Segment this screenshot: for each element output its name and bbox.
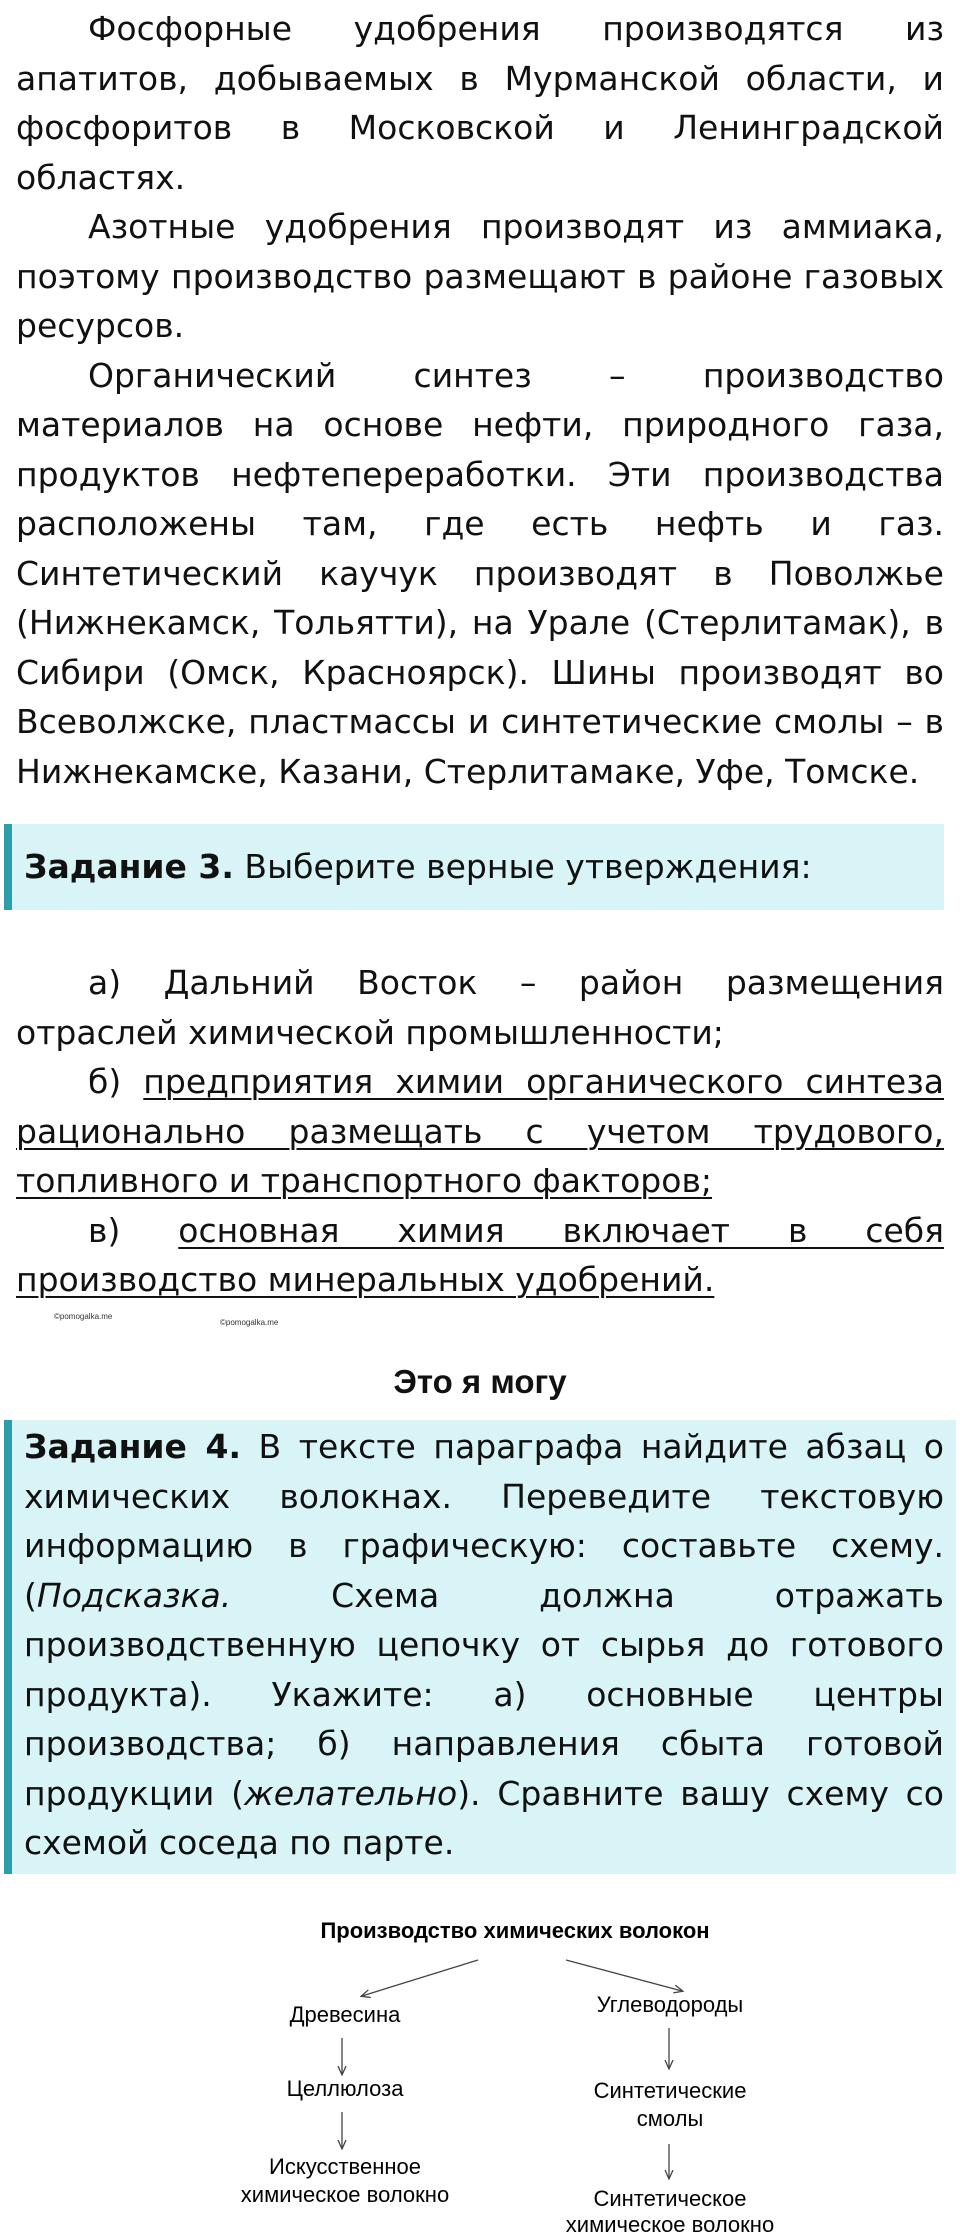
option-b-prefix: б) [88,1062,144,1101]
node-artificial-fiber-line2: химическое волокно [240,2182,450,2207]
paragraph-phosphate: Фосфорные удобрения производятся из апатитов, добываемых в Мурманской области, и фосфоритов в Московской и Ленинградской областях. [16,9,944,197]
option-b [0,1057,960,1206]
watermark-1: ©pomogalka.me [54,1312,113,1321]
task-3-label: Задание 3. [24,847,234,886]
paragraph-nitrogen: Азотные удобрения производят из аммиака, поэтому производство размещают в районе газовых ресурсов. [16,207,944,345]
fiber-production-diagram [0,1896,960,2238]
task-4-desirable: желательно [244,1773,458,1813]
node-hydrocarbons: Углеводороды [596,1992,744,2017]
option-a: а) Дальний Восток – район размещения отраслей химической промышленности; [16,963,944,1052]
text-block-top [0,4,960,796]
section-heading: Это я могу [393,1363,567,1400]
diagram-title: Производство химических волокон [320,1918,710,1943]
task-3-box [4,824,944,910]
node-synthetic-fiber-line2: химическое волокно [565,2212,775,2237]
option-c-text: основная химия включает в себя производство минеральных удобрений. [16,1210,944,1299]
node-resins-line1: Синтетические [593,2078,747,2103]
task-4-box [4,1420,956,1874]
node-resins-line2: смолы [636,2106,704,2131]
task-4-hint: Подсказка. [36,1575,232,1615]
paragraph-organic-synthesis: Органический синтез – производство материалов на основе нефти, природного газа, продуктов нефтепереработки. Эти производства расположены там, где есть нефть и газ. Синтетический каучук производят в Поволжье (Нижнекамск, Тольятти), на Урале (Стерлитамак), в Сибири (Омск, Красноярск). Шины производят во Всеволжске, пластмассы и синтетические смолы – в Нижнекамске, Казани, Стерлитамаке, Уфе, Томске. [16,355,944,791]
node-wood: Древесина [289,2002,401,2027]
task-4-text-part-1: В тексте параграфа найдите абзац о химических волокнах. Переведите текстовую информацию в графическую: составьте схему. ( [24,1427,944,1615]
task-4-text-part-2: Схема должна отражать производственную цепочку от сырья до готового продукта). Укажите: а) основные центры производства; б) направления сбыта готовой продукции ( [24,1575,944,1813]
arrow-to-hydrocarbons [566,1960,682,1991]
task-4-text-part-3: ). Сравните вашу схему со схемой соседа по парте. [24,1773,944,1862]
node-artificial-fiber-line1: Искусственное [269,2154,421,2179]
task-3-text: Выберите верные утверждения: [233,847,812,886]
watermark-2: ©pomogalka.me [220,1318,279,1327]
task-3-options [0,958,960,1305]
task-4-text [24,1422,944,1868]
task-4-label: Задание 4. [24,1427,241,1466]
arrow-to-wood [362,1960,478,1996]
option-c [0,1206,960,1305]
node-cellulose: Целлюлоза [286,2076,404,2101]
task-3-prompt [24,842,812,892]
node-synthetic-fiber-line1: Синтетическое [593,2186,747,2211]
option-b-text: предприятия химии органического синтеза рационально размещать с учетом трудового, топливного и транспортного факторов; [16,1062,945,1200]
option-c-prefix: в) [88,1210,179,1250]
